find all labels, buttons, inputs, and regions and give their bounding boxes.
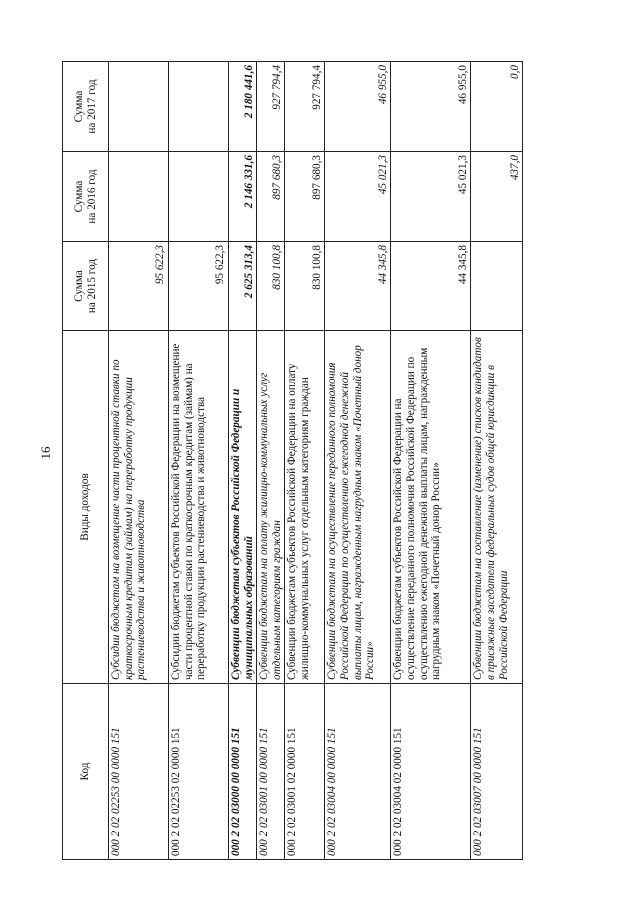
- row-sum-2015: [471, 242, 523, 331]
- revenue-table: [62, 61, 523, 860]
- row-sum-2015: 44 345,8: [325, 242, 391, 331]
- header-code: Код: [63, 684, 109, 860]
- header-sum-2016: Сумма на 2016 год: [63, 152, 109, 242]
- row-code: 000 2 02 03007 00 0000 151: [471, 684, 523, 860]
- row-code: 000 2 02 03000 00 0000 151: [229, 684, 257, 860]
- table-row: [169, 62, 229, 860]
- header-sum-2017: Сумма на 2017 год: [63, 62, 109, 152]
- row-sum-2015: 44 345,8: [391, 242, 471, 331]
- row-text: Субвенции бюджетам субъектов Российской Федерации и муниципальных образований: [229, 331, 257, 684]
- row-code: 000 2 02 03001 02 0000 151: [285, 684, 325, 860]
- row-sum-2017: 46 955,0: [325, 62, 391, 152]
- row-text: Субвенции бюджетам на оплату жилищно-коммунальных услуг отдельным категориям граждан: [257, 331, 285, 684]
- table-row: [325, 62, 391, 860]
- row-sum-2017: 46 955,0: [391, 62, 471, 152]
- row-text: Субсидии бюджетам субъектов Российской Федерации на возмещение части процентной ставки по краткосрочным кредитам (займам) на переработку продукции растениеводства и животноводства: [169, 331, 229, 684]
- header-type: Виды доходов: [63, 331, 109, 684]
- row-text: Субвенции бюджетам субъектов Российской Федерации на оплату жилищно-коммунальных услуг отдельным категориям граждан: [285, 331, 325, 684]
- row-sum-2016: 45 021,3: [391, 152, 471, 242]
- row-text: Субвенции бюджетам субъектов Российской Федерации на осуществление переданного полномочия Российской Федерации по осуществлению ежегодной денежной выплаты лицам, награжденным нагрудным знаком «Почетный донор России»: [391, 331, 471, 684]
- row-sum-2016: 437,0: [471, 152, 523, 242]
- row-sum-2017: [109, 62, 169, 152]
- row-sum-2016: 45 021,3: [325, 152, 391, 242]
- row-sum-2016: 2 146 331,6: [229, 152, 257, 242]
- table-row: [285, 62, 325, 860]
- row-sum-2015: 830 100,8: [257, 242, 285, 331]
- row-sum-2016: [109, 152, 169, 242]
- table-row: [391, 62, 471, 860]
- row-sum-2015: 95 622,3: [109, 242, 169, 331]
- page-number: 16: [38, 446, 53, 460]
- table-row: [109, 62, 169, 860]
- row-sum-2016: 897 680,3: [257, 152, 285, 242]
- row-sum-2017: [169, 62, 229, 152]
- row-text: Субвенции бюджетам на составление (изменение) списков кандидатов в присяжные заседатели федеральных судов общей юрисдикции в Российской Федерации: [471, 331, 523, 684]
- table-row: [229, 62, 257, 860]
- rotated-table-wrapper: [62, 62, 520, 860]
- row-text: Субсидии бюджетам на возмещение части процентной ставки по краткосрочным кредитам (займам) на переработку продукции растениеводства и животноводства: [109, 331, 169, 684]
- row-code: 000 2 02 03004 00 0000 151: [325, 684, 391, 860]
- table-header-row: [63, 62, 109, 860]
- row-code: 000 2 02 03004 02 0000 151: [391, 684, 471, 860]
- header-sum-2015: Сумма на 2015 год: [63, 242, 109, 331]
- row-sum-2017: 927 794,4: [257, 62, 285, 152]
- table-row: [471, 62, 523, 860]
- row-code: 000 2 02 03001 00 0000 151: [257, 684, 285, 860]
- row-code: 000 2 02 02253 00 0000 151: [109, 684, 169, 860]
- row-text: Субвенции бюджетам на осуществление переданного полномочия Российской Федерации по осуществлению ежегодной денежной выплаты лицам, награжденным нагрудным знаком «Почетный донор России»: [325, 331, 391, 684]
- row-sum-2017: 927 794,4: [285, 62, 325, 152]
- table-row: [257, 62, 285, 860]
- row-sum-2016: 897 680,3: [285, 152, 325, 242]
- row-sum-2017: 2 180 441,6: [229, 62, 257, 152]
- row-sum-2015: 95 622,3: [169, 242, 229, 331]
- row-sum-2015: 830 100,8: [285, 242, 325, 331]
- row-sum-2017: 0,0: [471, 62, 523, 152]
- row-sum-2016: [169, 152, 229, 242]
- row-code: 000 2 02 02253 02 0000 151: [169, 684, 229, 860]
- row-sum-2015: 2 625 313,4: [229, 242, 257, 331]
